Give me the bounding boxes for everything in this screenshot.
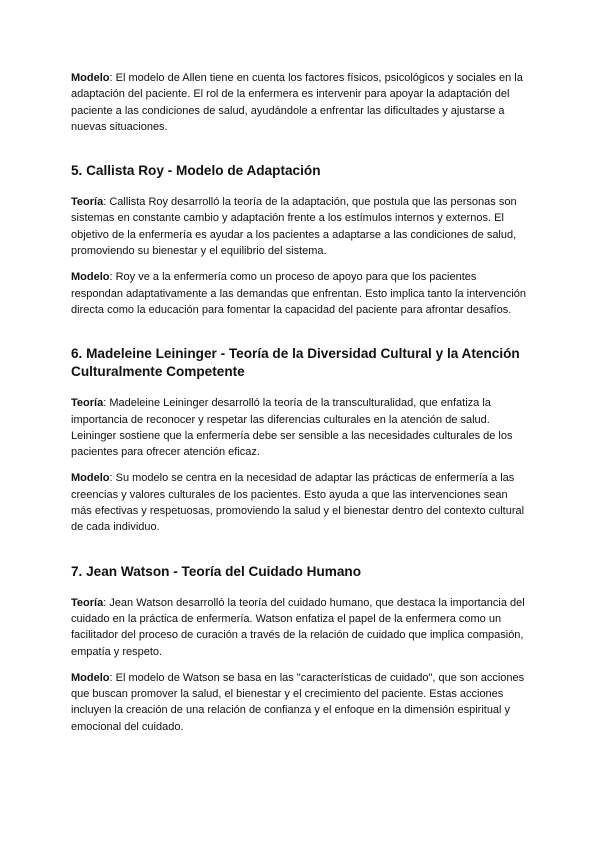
theory-label: Teoría [71, 596, 104, 609]
model-text: : El modelo de Allen tiene en cuenta los factores físicos, psicológicos y sociales en la adaptación del paciente. El rol de la enfermera es intervenir para apoyar la adaptación del paciente a las condiciones de salud, ayudándole a enfrentar las dificultades y ajustarse a nuevas situaciones. [71, 72, 523, 133]
model-paragraph-jean-watson [71, 670, 529, 735]
model-text: : El modelo de Watson se basa en las "características de cuidado", que son acciones que buscan promover la salud, el bienestar y el crecimiento del paciente. Estas acciones incluyen la creación de una relación de confianza y el enfoque en la dimensión espiritual y emocional del cuidado. [71, 671, 525, 733]
theory-paragraph-madeleine-leininger [71, 395, 529, 460]
theory-paragraph-callista-roy [71, 194, 529, 259]
model-text: : Roy ve a la enfermería como un proceso de apoyo para que los pacientes respondan adaptativamente a las demandas que enfrentan. Esto implica tanto la intervención directa como la educación para fomentar la capacidad del paciente para afrontar desafíos. [71, 271, 526, 316]
theory-text: : Callista Roy desarrolló la teoría de la adaptación, que postula que las personas son sistemas en constante cambio y adaptación frente a los estímulos internos y externos. El objetivo de la enfermería es ayudar a los pacientes a adaptarse a las condiciones de salud, promoviendo su bienestar y el equilibrio del sistema. [71, 196, 517, 258]
model-label: Modelo [71, 271, 110, 284]
model-label: Modelo [71, 472, 110, 485]
theory-paragraph-jean-watson [71, 595, 529, 660]
theory-label: Teoría [71, 196, 104, 209]
theory-text: : Madeleine Leininger desarrolló la teoría de la transculturalidad, que enfatiza la importancia de reconocer y respetar las diferencias culturales en la atención de salud. Leininger sostiene que la enfermería debe ser sensible a las necesidades culturales de los pacientes para ofrecer atención eficaz. [71, 397, 513, 459]
model-paragraph-callista-roy [71, 269, 529, 318]
theory-text: : Jean Watson desarrolló la teoría del cuidado humano, que destaca la importancia del cuidado en la práctica de enfermería. Watson enfatiza el papel de la enfermera como un facilitador del proceso de curación a través de la relación de cuidado que implica compasión, empatía y respeto. [71, 596, 525, 658]
section-title-callista-roy: 5. Callista Roy - Modelo de Adaptación [71, 163, 321, 179]
section-title-jean-watson: 7. Jean Watson - Teoría del Cuidado Humano [71, 563, 362, 579]
model-text: : Su modelo se centra en la necesidad de adaptar las prácticas de enfermería a las creencias y valores culturales de los pacientes. Esto ayuda a que las intervenciones sean más efectivas y respetuosas, promoviendo la salud y el bienestar dentro del contexto cultural de cada individuo. [71, 472, 525, 534]
section-title-madeleine-leininger: 6. Madeleine Leininger - Teoría de la Diversidad Cultural y la Atención Culturalmente Competente [71, 346, 520, 380]
model-label: Modelo [71, 72, 110, 84]
intro-model-paragraph [71, 70, 529, 135]
theory-label: Teoría [71, 397, 104, 410]
model-label: Modelo [71, 671, 110, 684]
model-paragraph-madeleine-leininger [71, 470, 529, 535]
